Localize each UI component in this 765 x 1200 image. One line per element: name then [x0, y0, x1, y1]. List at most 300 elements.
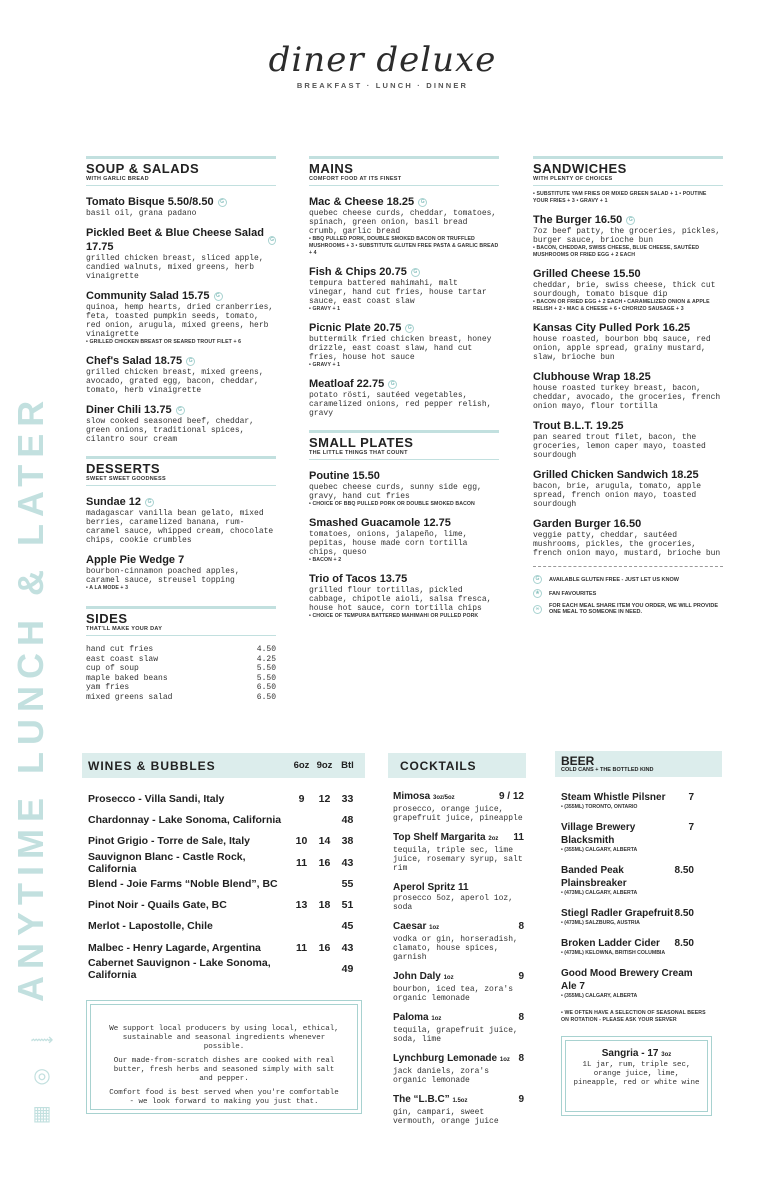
cocktail-size: 1.5oz [452, 1098, 468, 1104]
wines-list [82, 778, 365, 980]
item-title [86, 553, 276, 567]
wine-name: Pinot Grigio - Torre de Sale, Italy [88, 835, 251, 848]
wine-price-6oz: 13 [295, 899, 308, 912]
menu-item [533, 517, 723, 558]
wine-price-btl: 43 [341, 941, 354, 954]
legend-item [533, 589, 723, 598]
beer-name: Banded Peak Plainsbreaker [561, 865, 627, 889]
legend [533, 575, 723, 615]
sides-header [86, 606, 276, 636]
wine-row [88, 873, 359, 894]
beer-item [561, 967, 694, 999]
cocktails-section [388, 753, 526, 1134]
item-title [309, 572, 499, 586]
cocktail-title-row [393, 970, 524, 985]
wine-price-9oz: 16 [318, 941, 331, 954]
meal-share-icon: ∞ [533, 605, 542, 614]
beer-title-row [561, 821, 694, 847]
wine-price-9oz: 16 [318, 856, 331, 869]
cocktail-price: 11 [513, 832, 524, 843]
side-price: 5.50 [256, 673, 276, 683]
column-3 [533, 156, 723, 620]
beer-title-row [561, 907, 694, 920]
cocktail-name-wrap [393, 970, 454, 985]
beer-item [561, 864, 694, 896]
cocktail-item [393, 831, 524, 873]
item-name: Kansas City Pulled Pork 16.25 [533, 322, 691, 334]
item-addon: • GRAVY + 1 [309, 362, 341, 368]
menu-item [533, 213, 723, 259]
sides-subtitle: THAT'LL MAKE YOUR DAY [86, 626, 163, 632]
cocktail-description: tequila, triple sec, lime juice, rosemary syrup, salt rim [393, 846, 523, 873]
cocktail-item [393, 1052, 524, 1085]
item-addon: • CHOICE OF TEMPURA BATTERED MAHIMAHI OR PULLED PORK [309, 613, 479, 619]
item-description: veggie patty, cheddar, sautéed mushrooms, pickles, the groceries, french onion mayo, mustard, brioche bun [533, 531, 721, 558]
item-title [533, 267, 723, 281]
item-addon: • CHOICE OF BBQ PULLED PORK OR DOUBLE SMOKED BACON [309, 501, 475, 507]
cocktail-name-wrap [393, 1011, 441, 1026]
cocktail-item [393, 881, 524, 912]
cocktail-name: Mimosa [393, 791, 431, 802]
legend-text: FAN FAVOURITES [549, 590, 597, 597]
small-title: SMALL PLATES [309, 435, 414, 450]
beer-location: • (473ML) SALZBURG, AUSTRIA [561, 920, 640, 926]
menu-item [86, 354, 276, 395]
item-title [533, 213, 723, 227]
menu-item [309, 265, 499, 313]
side-row [86, 645, 276, 655]
wine-price-6oz: 10 [295, 835, 308, 848]
item-title [86, 495, 276, 509]
sangria-box [565, 1040, 708, 1112]
cocktail-name: Lynchburg Lemonade [393, 1053, 498, 1064]
beer-title: BEER [561, 753, 595, 768]
cocktails-header [388, 753, 526, 778]
cocktail-description: jack daniels, zora's organic lemonade [393, 1067, 490, 1085]
item-title [86, 354, 276, 368]
beer-location: • (355ML) TORONTO, ONTARIO [561, 804, 638, 810]
side-row [86, 674, 276, 684]
sangria-desc: 1L jar, rum, triple sec, orange juice, lime, pineapple, red or white wine [573, 1061, 700, 1087]
item-title [86, 289, 276, 303]
menu-item [533, 321, 723, 362]
item-addon: • BACON, CHEDDAR, SWISS CHEESE, BLUE CHEESE, SAUTÉED MUSHROOMS OR FRIED EGG + 2 EACH [533, 245, 700, 258]
cocktail-title-row [393, 1093, 524, 1108]
side-price: 4.25 [256, 654, 276, 664]
item-title [86, 403, 276, 417]
beer-price: 8.50 [674, 938, 694, 949]
cocktail-price: 8 [518, 921, 524, 932]
beer-item [561, 907, 694, 926]
cocktail-title-row [393, 920, 524, 935]
sandwiches-notes: • SUBSTITUTE YAM FRIES OR MIXED GREEN SALAD + 1 • POUTINE YOUR FRIES + 3 • GRAVY + 1 [533, 191, 707, 204]
beer-list [555, 777, 722, 999]
small-subtitle: THE LITTLE THINGS THAT COUNT [309, 450, 408, 456]
cocktail-name-wrap [393, 790, 455, 805]
cocktail-title-row [393, 881, 524, 894]
item-title [533, 321, 723, 335]
soups-subtitle: WITH GARLIC BREAD [86, 176, 149, 182]
waffle-icon: ▦ [32, 1101, 52, 1125]
item-addon: • BACON + 2 [309, 557, 342, 563]
wine-price-btl: 55 [341, 877, 354, 890]
sandwiches-header [533, 156, 723, 186]
gluten-free-icon: G [176, 406, 185, 415]
sides-table [86, 645, 276, 702]
beer-title-row [561, 937, 694, 950]
cocktails-list [388, 778, 526, 1126]
item-description: basil oil, grana padano [86, 209, 197, 218]
side-row [86, 655, 276, 665]
legend-item [533, 603, 723, 615]
beer-location: • (473ML) KELOWNA, BRITISH COLUMBIA [561, 950, 666, 956]
side-icons [24, 1030, 60, 1125]
item-description: grilled chicken breast, sliced apple, candied walnuts, mixed greens, herb vinaigrette [86, 254, 264, 281]
cocktail-name-wrap [393, 831, 498, 846]
item-name: Garden Burger 16.50 [533, 518, 642, 530]
size-btl: Btl [341, 760, 354, 771]
wine-name: Blend - Joie Farms “Noble Blend”, BC [88, 877, 278, 890]
side-name: east coast slaw [86, 654, 159, 664]
fork-icon: ⟿ [30, 1030, 54, 1049]
wines-title: WINES & BUBBLES [88, 758, 216, 773]
wine-name: Merlot - Lapostolle, Chile [88, 920, 213, 933]
side-title: ANYTIME LUNCH & LATER [10, 393, 51, 1002]
sandwiches-subtitle: WITH PLENTY OF CHOICES [533, 176, 613, 182]
plate-icon: ◎ [33, 1063, 51, 1087]
wine-price-btl: 49 [341, 963, 354, 976]
menu-item [309, 572, 499, 620]
cocktail-item [393, 790, 524, 823]
beer-name: Broken Ladder Cider [561, 938, 660, 949]
desserts-title: DESSERTS [86, 461, 161, 476]
item-name: Meatloaf 22.75 [309, 378, 385, 390]
beer-title-row [561, 967, 694, 993]
beer-price: 8.50 [674, 865, 694, 876]
item-name: Poutine 15.50 [309, 470, 380, 482]
side-row [86, 693, 276, 703]
gluten-free-icon: G [145, 498, 154, 507]
item-name: Community Salad 15.75 [86, 290, 210, 302]
cocktail-description: tequila, grapefruit juice, soda, lime [393, 1026, 518, 1044]
item-title [86, 195, 276, 209]
item-description: house roasted turkey breast, bacon, cheddar, avocado, the groceries, french onion mayo, flour tortilla [533, 384, 721, 411]
mains-header [309, 156, 499, 186]
cocktail-item [393, 1011, 524, 1044]
wine-price-6oz: 11 [295, 941, 308, 954]
cocktail-price: 8 [518, 1012, 524, 1023]
beer-location: • (355ML) CALGARY, ALBERTA [561, 993, 638, 999]
column-2 [309, 156, 499, 628]
item-title [309, 377, 499, 391]
wines-section [82, 753, 365, 980]
sangria-title: Sangria - 17 [601, 1048, 659, 1059]
wine-row [88, 852, 359, 873]
item-name: Diner Chili 13.75 [86, 404, 172, 416]
item-description: bacon, brie, arugula, tomato, apple spread, french onion mayo, toasted sourdough [533, 482, 702, 509]
wine-row [88, 809, 359, 830]
item-description: bourbon-cinnamon poached apples, caramel sauce, streusel topping [86, 567, 240, 585]
beer-location: • (355ML) CALGARY, ALBERTA [561, 847, 638, 853]
side-row [86, 683, 276, 693]
side-name: mixed greens salad [86, 692, 173, 702]
item-description: madagascar vanilla bean gelato, mixed berries, caramelized banana, rum-caramel sauce, whipped cream, chocolate chips, cookie crumbles [86, 509, 274, 545]
sangria-size: 3oz [661, 1052, 672, 1058]
menu-item [86, 226, 276, 281]
item-name: Picnic Plate 20.75 [309, 322, 402, 334]
item-title [533, 517, 723, 531]
cocktail-item [393, 970, 524, 1003]
cocktail-description: prosecco, orange juice, grapefruit juice, pineapple [393, 805, 523, 823]
item-addon: • GRAVY + 1 [309, 306, 341, 312]
cocktail-name-wrap [393, 881, 469, 894]
gluten-free-icon: G [218, 198, 227, 207]
wine-name: Chardonnay - Lake Sonoma, California [88, 813, 282, 826]
beer-title-row [561, 791, 694, 804]
item-description: grilled chicken breast, mixed greens, avocado, grated egg, bacon, cheddar, tomato, herb vinaigrette [86, 368, 264, 395]
wine-price-9oz: 14 [318, 835, 331, 848]
small-list [309, 469, 499, 620]
beer-item [561, 821, 694, 853]
sandwiches-title: SANDWICHES [533, 161, 627, 176]
menu-item [86, 195, 276, 218]
cocktail-name-wrap [393, 1093, 467, 1108]
beer-price: 8.50 [674, 908, 694, 919]
gluten-free-icon: G [186, 357, 195, 366]
beer-title-row [561, 864, 694, 890]
beer-name: Village Brewery Blacksmith [561, 822, 636, 846]
menu-item [86, 495, 276, 545]
side-price: 4.50 [256, 645, 276, 654]
logo [0, 42, 765, 90]
item-name: Sundae 12 [86, 496, 142, 508]
beer-subtitle: COLD CANS + THE BOTTLED KIND [561, 766, 654, 773]
cocktail-name: Paloma [393, 1012, 429, 1023]
wine-price-6oz: 11 [295, 856, 308, 869]
gluten-free-icon: G [268, 236, 276, 245]
item-addon: • A LA MODE + 3 [86, 585, 129, 591]
item-description: potato rösti, sautéed vegetables, caramelized onions, red pepper relish, gravy [309, 391, 492, 418]
item-name: Smashed Guacamole 12.75 [309, 517, 451, 529]
wine-row [88, 788, 359, 809]
menu-item [309, 377, 499, 418]
cocktail-name: Caesar [393, 921, 427, 932]
item-description: quebec cheese curds, sunny side egg, gravy, hand cut fries [309, 483, 482, 501]
soups-header [86, 156, 276, 186]
local-box [90, 1004, 358, 1110]
wine-row [88, 916, 359, 937]
wine-name: Pinot Noir - Quails Gate, BC [88, 899, 227, 912]
item-title [309, 516, 499, 530]
mains-list [309, 195, 499, 418]
gluten-free-icon: G [214, 292, 223, 301]
item-addon: • GRILLED CHICKEN BREAST OR SEARED TROUT FILET + 6 [86, 339, 242, 345]
wine-price-9oz: 18 [318, 899, 331, 912]
wine-row [88, 957, 359, 982]
sandwiches-list [533, 213, 723, 558]
item-title [309, 469, 499, 483]
item-name: Pickled Beet & Blue Cheese Salad 17.75 [86, 227, 264, 253]
item-title [533, 370, 723, 384]
side-name: yam fries [86, 683, 130, 692]
side-name: hand cut fries [86, 645, 154, 654]
beer-section [555, 751, 722, 1024]
wine-name: Malbec - Henry Lagarde, Argentina [88, 941, 261, 954]
side-row [86, 664, 276, 674]
cocktail-price: 9 / 12 [498, 791, 524, 802]
cocktail-size: 1oz [499, 1057, 510, 1063]
wine-price-btl: 48 [341, 813, 354, 826]
menu-item [309, 321, 499, 369]
beer-price: 7 [688, 822, 694, 833]
wine-price-btl: 38 [341, 835, 354, 848]
item-addon: • BACON OR FRIED EGG + 2 EACH • CARAMELIZED ONION & APPLE RELISH + 2 • MAC & CHEESE + 6 • CHORIZO SAUSAGE + 3 [533, 299, 710, 312]
cocktail-name: Aperol Spritz 11 [393, 882, 469, 893]
item-description: tempura battered mahimahi, malt vinegar, hand cut fries, house tartar sauce, east coast slaw [309, 279, 487, 306]
item-name: The Burger 16.50 [533, 214, 623, 226]
wine-name: Prosecco - Villa Sandi, Italy [88, 792, 225, 805]
legend-text: AVAILABLE GLUTEN FREE - JUST LET US KNOW [549, 576, 679, 583]
cocktail-name: Top Shelf Margarita [393, 832, 486, 843]
menu-item [309, 469, 499, 508]
wine-name: Cabernet Sauvignon - Lake Sonoma, California [88, 957, 271, 982]
item-name: Clubhouse Wrap 18.25 [533, 371, 651, 383]
cocktail-description: gin, campari, sweet vermouth, orange juice [393, 1108, 499, 1126]
gluten-free-icon: G [533, 575, 542, 584]
local-text-2: Our made-from-scratch dishes are cooked with real butter, fresh herbs and seasoned simply with salt and pepper. [113, 1057, 335, 1083]
item-name: Fish & Chips 20.75 [309, 266, 407, 278]
cocktail-description: bourbon, iced tea, zora's organic lemonade [393, 985, 514, 1003]
fan-favourite-icon: ★ [533, 589, 542, 598]
mains-subtitle: COMFORT FOOD AT ITS FINEST [309, 176, 402, 182]
item-title [309, 265, 499, 279]
wine-price-btl: 33 [341, 792, 354, 805]
side-name: maple baked beans [86, 673, 168, 683]
legend-item [533, 575, 723, 584]
local-text-1: We support local producers by using local, ethical, sustainable and seasonal ingredients whenever possible. [109, 1025, 339, 1051]
item-description: buttermilk fried chicken breast, honey drizzle, east coast slaw, hand cut fries, house hot sauce [309, 335, 492, 362]
item-name: Grilled Chicken Sandwich 18.25 [533, 469, 699, 481]
gluten-free-icon: G [626, 216, 635, 225]
small-header [309, 430, 499, 460]
item-name: Tomato Bisque 5.50/8.50 [86, 196, 214, 208]
item-description: house roasted, bourbon bbq sauce, red onion, apple spread, grainy mustard, slaw, brioche bun [533, 335, 711, 362]
beer-name: Steam Whistle Pilsner [561, 792, 666, 803]
side-price: 6.50 [256, 692, 276, 702]
menu-item [86, 403, 276, 444]
mains-title: MAINS [309, 161, 354, 176]
item-name: Chef's Salad 18.75 [86, 355, 183, 367]
cocktail-title-row [393, 1052, 524, 1067]
side-price: 5.50 [256, 664, 276, 673]
brand-tagline: BREAKFAST · LUNCH · DINNER [296, 81, 469, 91]
wine-price-btl: 45 [341, 920, 354, 933]
beer-location: • (473ML) CALGARY, ALBERTA [561, 890, 638, 896]
item-description: cheddar, brie, swiss cheese, thick cut sourdough, tomato bisque dip [533, 281, 716, 299]
wine-name: Sauvignon Blanc - Castle Rock, California [88, 850, 246, 875]
menu-item [533, 419, 723, 460]
cocktail-size: 1oz [443, 975, 454, 981]
beer-note: • WE OFTEN HAVE A SELECTION OF SEASONAL BEERS ON ROTATION - PLEASE ASK YOUR SERVER [561, 1010, 706, 1023]
menu-item [533, 267, 723, 313]
cocktail-price: 9 [518, 1094, 524, 1105]
gluten-free-icon: G [411, 268, 420, 277]
cocktail-title-row [393, 790, 524, 805]
wine-sizes [290, 760, 359, 771]
cocktail-price: 9 [518, 971, 524, 982]
cocktail-size: 2oz [488, 836, 499, 842]
item-addon: • BBQ PULLED PORK, DOUBLE SMOKED BACON OR TRUFFLED MUSHROOMS + 3 • SUBSTITUTE GLUTEN FREE PASTA & GARLIC BREAD + 4 [309, 236, 499, 256]
cocktail-item [393, 920, 524, 962]
local-text-3: Comfort food is best served when you're comfortable - we look forward to making you just that. [109, 1089, 339, 1106]
cocktail-name: John Daly [393, 971, 441, 982]
item-name: Trio of Tacos 13.75 [309, 573, 408, 585]
menu-item [533, 468, 723, 509]
cocktail-name-wrap [393, 920, 439, 935]
brand-name: diner deluxe [268, 40, 497, 80]
wine-price-9oz: 12 [318, 792, 331, 805]
cocktail-name-wrap [393, 1052, 510, 1067]
item-description: pan seared trout filet, bacon, the groceries, lemon caper mayo, toasted sourdough [533, 433, 706, 460]
cocktail-price: 8 [518, 1053, 524, 1064]
side-name: cup of soup [86, 664, 139, 673]
cocktail-name: The “L.B.C” [393, 1094, 450, 1105]
beer-header [555, 751, 722, 777]
menu-item [86, 289, 276, 346]
size-6oz: 6oz [293, 760, 310, 771]
wine-row [88, 937, 359, 958]
cocktail-size: 1oz [431, 1016, 442, 1022]
gluten-free-icon: G [418, 198, 427, 207]
item-title [309, 321, 499, 335]
cocktail-title-row [393, 1011, 524, 1026]
item-title [533, 468, 723, 482]
item-title [533, 419, 723, 433]
side-price: 6.50 [256, 683, 276, 692]
item-name: Mac & Cheese 18.25 [309, 196, 415, 208]
gluten-free-icon: G [388, 380, 397, 389]
item-description: quinoa, hemp hearts, dried cranberries, feta, toasted pumpkin seeds, tomato, red onion, arugula, mixed greens, herb vinaigrette [86, 303, 274, 339]
beer-item [561, 791, 694, 810]
item-name: Grilled Cheese 15.50 [533, 268, 641, 280]
legend-text: FOR EACH MEAL SHARE ITEM YOU ORDER, WE WILL PROVIDE ONE MEAL TO SOMEONE IN NEED. [549, 603, 718, 615]
item-description: grilled flour tortillas, pickled cabbage, chipotle aioli, salsa fresca, house hot sauce, corn tortilla chips [309, 586, 492, 613]
item-name: Apple Pie Wedge 7 [86, 554, 185, 566]
menu-item [309, 516, 499, 564]
desserts-subtitle: SWEET SWEET GOODNESS [86, 476, 166, 482]
desserts-list [86, 495, 276, 592]
wine-row [88, 831, 359, 852]
cocktail-item [393, 1093, 524, 1126]
cocktails-title: COCKTAILS [400, 758, 477, 773]
desserts-header [86, 456, 276, 486]
item-title [86, 226, 276, 254]
menu-item [533, 370, 723, 411]
menu-item [86, 553, 276, 592]
item-description: quebec cheese curds, cheddar, tomatoes, spinach, green onion, basil bread crumb, garlic bread [309, 209, 497, 236]
wine-price-btl: 43 [341, 856, 354, 869]
size-9oz: 9oz [316, 760, 333, 771]
soups-title: SOUP & SALADS [86, 161, 200, 176]
beer-item [561, 937, 694, 956]
item-description: slow cooked seasoned beef, cheddar, green onions, traditional spices, cilantro sour cream [86, 417, 255, 444]
divider [533, 566, 723, 567]
cocktail-title-row [393, 831, 524, 846]
beer-price: 7 [688, 792, 694, 803]
beer-name: Good Mood Brewery Cream Ale 7 [561, 968, 693, 992]
item-title [309, 195, 499, 209]
beer-name: Stiegl Radler Grapefruit [561, 908, 674, 919]
